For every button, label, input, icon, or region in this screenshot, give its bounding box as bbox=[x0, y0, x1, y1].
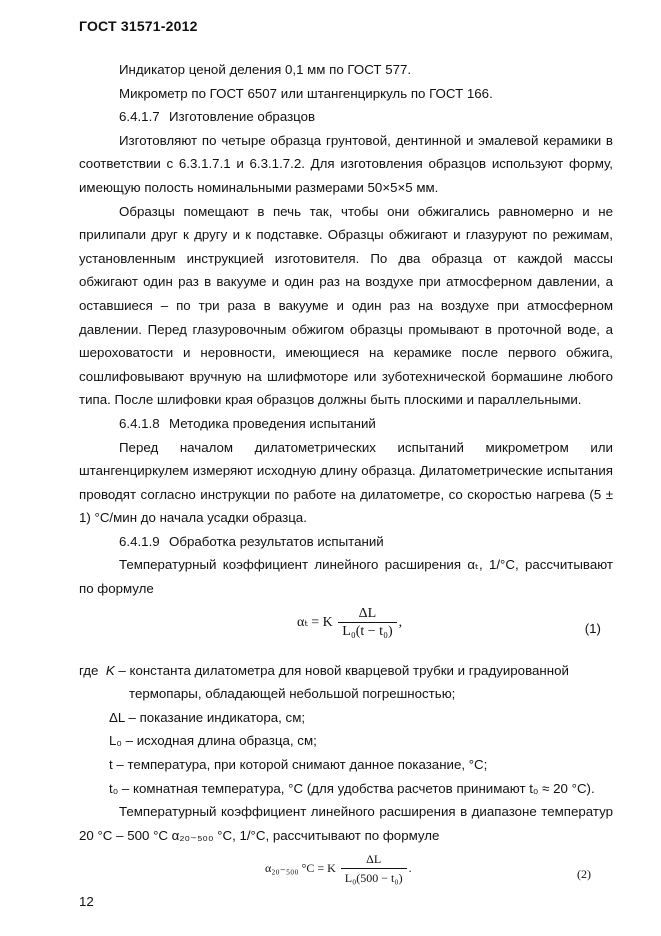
formula-2-numerator: ΔL bbox=[341, 851, 407, 869]
paragraph-indicator: Индикатор ценой деления 0,1 мм по ГОСТ 577. bbox=[119, 62, 412, 77]
standard-header: ГОСТ 31571-2012 bbox=[79, 18, 198, 34]
paragraph-coefficient: Температурный коэффициент линейного расширения αₜ, 1/°С, рассчитывают по формуле bbox=[79, 557, 613, 597]
legend-k-continued: термопары, обладающей небольшой погрешностью; bbox=[129, 686, 456, 702]
clause-heading-6-4-1-7 bbox=[79, 105, 613, 129]
legend-t0: t₀ – комнатная температура, °С (для удобства расчетов принимают t₀ ≈ 20 °С). bbox=[109, 780, 595, 796]
formula-1-fraction bbox=[338, 605, 396, 641]
legend-k-desc: – константа дилатометра для новой кварцевой трубки и градуированной bbox=[118, 662, 569, 678]
formula-1 bbox=[79, 605, 613, 653]
legend-delta-l: ΔL – показание индикатора, см; bbox=[109, 709, 306, 725]
clause-heading-6-4-1-8 bbox=[79, 412, 613, 436]
page-number: 12 bbox=[79, 894, 94, 909]
legend-t: t – температура, при которой снимают данное показание, °С; bbox=[109, 757, 488, 773]
clause-heading-6-4-1-9 bbox=[79, 530, 613, 554]
clause-number: 6.4.1.9 bbox=[119, 533, 160, 549]
formula-2-expression bbox=[265, 851, 412, 887]
formula-2-lhs: α₂₀₋₅₀₀ °С = K bbox=[265, 861, 336, 876]
document-body bbox=[79, 58, 613, 905]
formula-1-expression bbox=[297, 605, 402, 641]
paragraph-sample-making: Изготовляют по четыре образца грунтовой, дентинной и эмалевой керамики в соответствии с 6.3.1.7.1 и 6.3.1.7.2. Для изготовления образцов используют форму, имеющую полость номинальными размерами 50×5×5 мм. bbox=[79, 132, 613, 195]
formula-1-trail: , bbox=[398, 614, 403, 630]
formula-1-lhs: αₜ = K bbox=[297, 614, 333, 630]
clause-title: Обработка результатов испытаний bbox=[169, 533, 384, 549]
paragraph-method: штангенциркулем измеряют исходную длину образца. Дилатометрические испытания проводят согласно инструкции по работе на дилатометре, со скоростью нагрева (5 ± 1) °С/мин до начала усадки образца. bbox=[79, 463, 613, 526]
formula-1-numerator: ΔL bbox=[338, 605, 396, 623]
paragraph-micrometer: Микрометр по ГОСТ 6507 или штангенциркуль по ГОСТ 166. bbox=[119, 85, 493, 101]
clause-number: 6.4.1.8 bbox=[119, 415, 160, 431]
clause-title: Методика проведения испытаний bbox=[169, 415, 376, 431]
clause-title: Изготовление образцов bbox=[169, 109, 316, 125]
legend-k-symbol: K bbox=[105, 662, 115, 678]
paragraph-range-coefficient: Температурный коэффициент линейного расширения в диапазоне температур 20 °С – 500 °С α₂₀₋₅₀₀ °С, 1/°С, рассчитывают по формуле bbox=[79, 804, 613, 843]
paragraph-method-line1: Перед началом дилатометрических испытаний микрометром или bbox=[119, 439, 613, 455]
formula-1-denominator: L₀(t − t₀) bbox=[342, 623, 393, 639]
formula-1-number: (1) bbox=[584, 620, 601, 636]
formula-2-fraction bbox=[341, 851, 407, 887]
formula-2-trail: . bbox=[408, 861, 412, 876]
formula-2 bbox=[79, 851, 613, 899]
legend-where: где bbox=[79, 662, 99, 678]
legend-l0: L₀ – исходная длина образца, см; bbox=[109, 733, 317, 749]
formula-2-denominator: L₀(500 − t₀) bbox=[344, 871, 403, 886]
formula-2-number: (2) bbox=[577, 867, 591, 882]
clause-number: 6.4.1.7 bbox=[119, 109, 160, 125]
paragraph-firing: Образцы помещают в печь так, чтобы они обжигались равномерно и не прилипали друг к другу и к подставке. Образцы обжигают и глазуруют по режимам, установленным инструкцией изготовителя. По два образца от каждой массы обжигают один раз в вакууме и один раз на воздухе при атмосферном давлении, а оставшиеся – по три раза в вакууме и один раз на воздухе при атмосферном давлении. Перед глазуровочным обжигом образцы промывают в проточной воде, а шероховатости и неровности, имеющиеся на керамике после первого обжига, сошлифовывают вручную на шлифмоторе или зуботехнической бормашине любого типа. После шлифовки края образцов должны быть плоскими и параллельными. bbox=[79, 203, 613, 408]
legend-k bbox=[79, 659, 613, 683]
